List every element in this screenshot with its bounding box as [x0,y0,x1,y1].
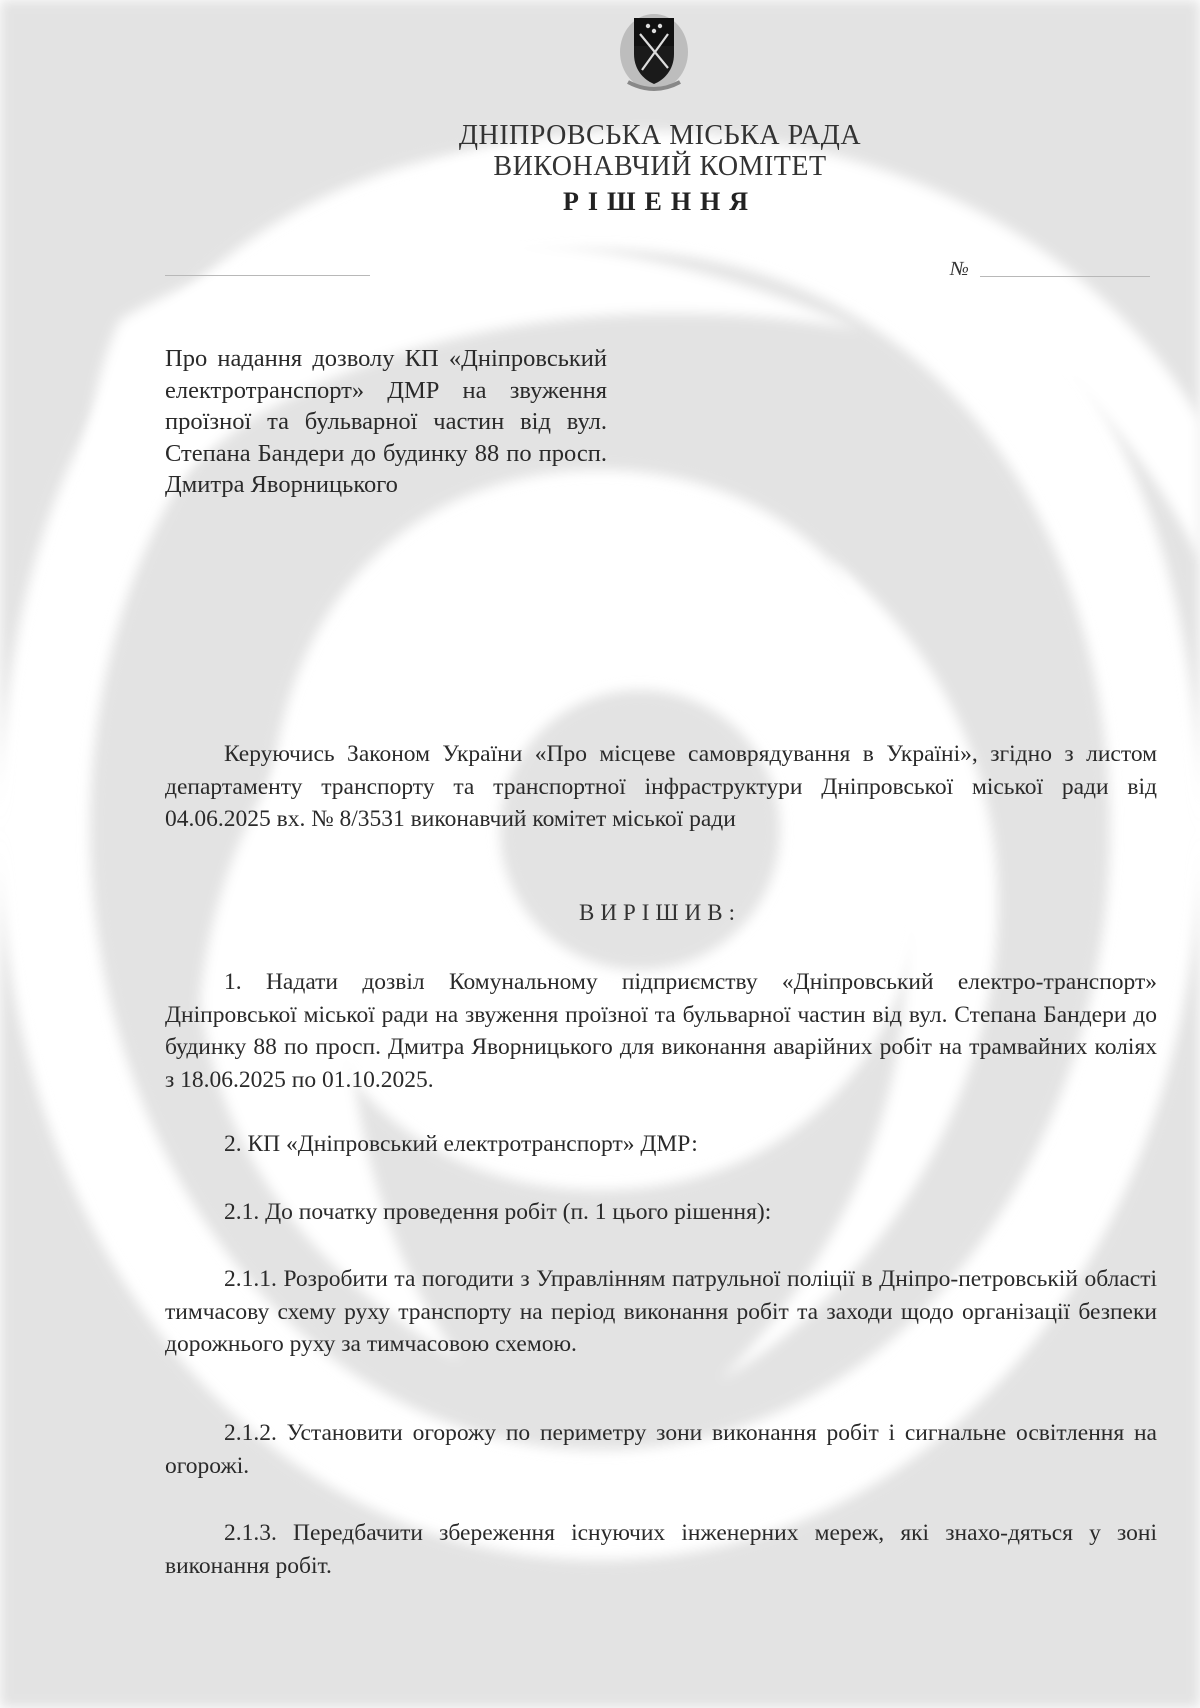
coat-of-arms-icon [618,8,690,94]
date-field-line [165,275,370,276]
preamble-paragraph: Керуючись Законом України «Про місцеве самоврядування в Україні», згідно з листом департаменту транспорту та транспортної інфраструктури Дніпровської міської ради від 04.06.2025 вх. № 8/3531 виконавчий комітет міської ради [165,741,1157,832]
number-label: № [950,258,969,280]
document-title: РІШЕННЯ [562,187,758,216]
council-name: ДНІПРОВСЬКА МІСЬКА РАДА [458,120,862,151]
clause-1: 1. Надати дозвіл Комунальному підприємству «Дніпровський електро-транспорт» Дніпровської міської ради на звуження проїзної та бульварної частин від вул. Степана Бандери до будинку 88 по просп. Дмитра Яворницького для виконання аварійних робіт на трамвайних коліях з 18.06.2025 по 01.10.2025. [165,969,1157,1093]
clause-2-1-3: 2.1.3. Передбачити збереження існуючих інженерних мереж, які знахо-дяться у зоні виконання робіт. [165,1520,1157,1579]
clause-2: 2. КП «Дніпровський електротранспорт» ДМР: [224,1131,698,1157]
clause-2-1-2: 2.1.2. Установити огорожу по периметру зони виконання робіт і сигнальне освітлення на огорожі. [165,1420,1157,1479]
number-field-line [980,276,1150,277]
resolved-heading: ВИРІШИВ: [579,900,741,925]
clause-2-1-1: 2.1.1. Розробити та погодити з Управлінням патрульної поліції в Дніпро-петровській області тимчасову схему руху транспорту на період виконання робіт та заходи щодо організації безпеки дорожнього руху за тимчасовою схемою. [165,1266,1157,1357]
decision-subject: Про надання дозволу КП «Дніпровський електротранспорт» ДМР на звуження проїзної та бульварної частин від вул. Степана Бандери до будинку 88 по просп. Дмитра Яворницького [165,345,607,498]
committee-name: ВИКОНАВЧИЙ КОМІТЕТ [493,151,827,182]
clause-2-1: 2.1. До початку проведення робіт (п. 1 цього рішення): [224,1199,772,1225]
